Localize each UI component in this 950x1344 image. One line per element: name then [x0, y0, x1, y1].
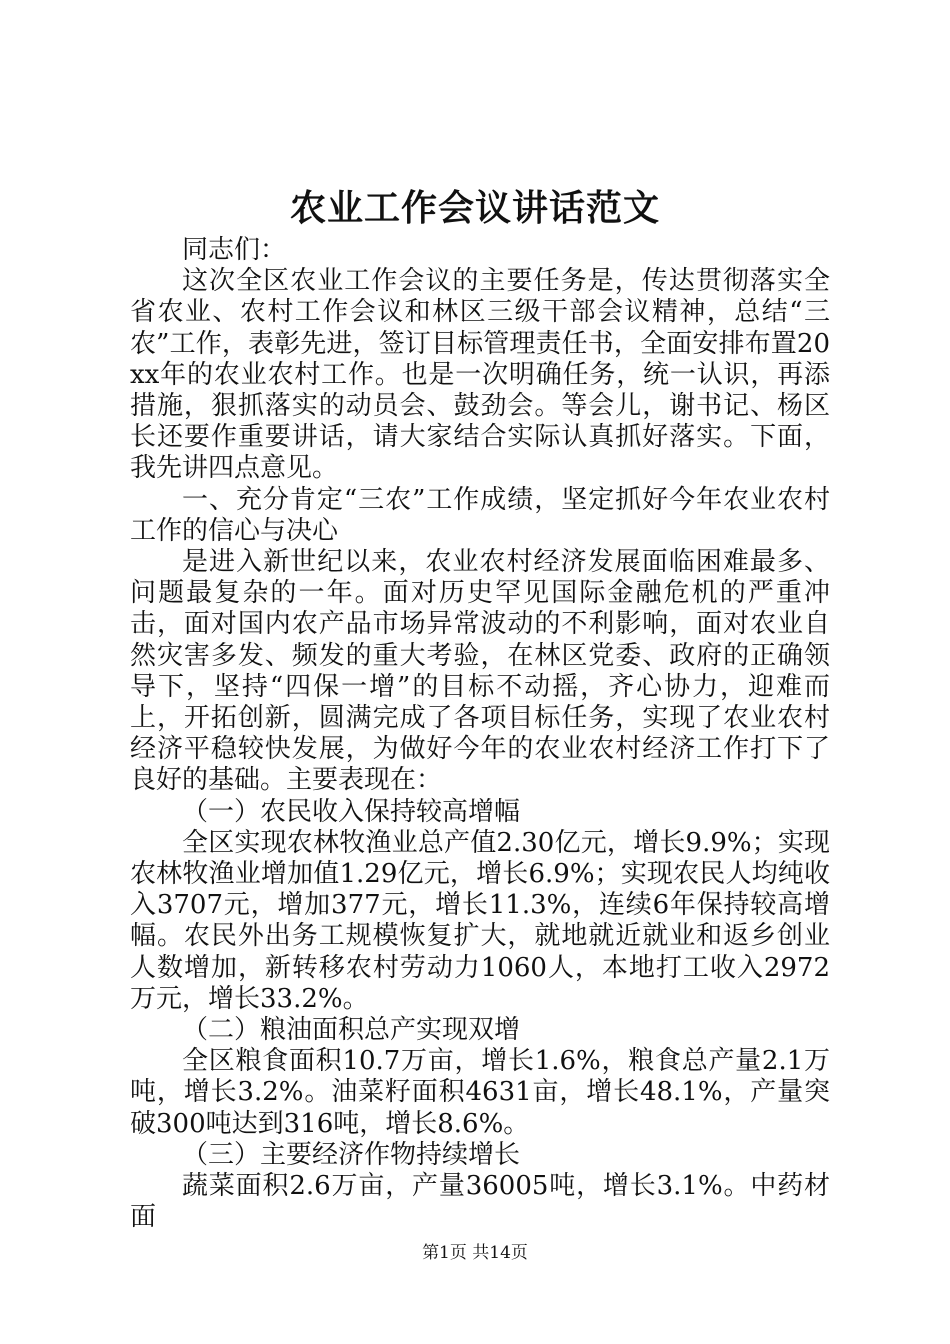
paragraph-intro: 这次全区农业工作会议的主要任务是，传达贯彻落实全省农业、农村工作会议和林区三级干部会议精神，总结“三农”工作，表彰先进，签订目标管理责任书，全面安排布置20xx年的农业农村工作。也是一次明确任务，统一认识，再添措施，狠抓落实的动员会、鼓劲会。等会儿，谢书记、杨区长还要作重要讲话，请大家结合实际认真抓好落实。下面，我先讲四点意见。	[130, 266, 830, 484]
paragraph-cash-crops: 蔬菜面积2.6万亩，产量36005吨，增长3.1%。中药材面	[130, 1171, 830, 1233]
paragraph-farmer-income: 全区实现农林牧渔业总产值2.30亿元，增长9.9%；实现农林牧渔业增加值1.29亿元，增长6.9%；实现农民人均纯收入3707元，增加377元，增长11.3%，连续6年保持较高增幅。农民外出务工规模恢复扩大，就地就近就业和返乡创业人数增加，新转移农村劳动力1060人，本地打工收入2972万元，增长33.2%。	[130, 827, 830, 1014]
subheading-farmer-income: （一）农民收入保持较高增幅	[182, 796, 521, 827]
salutation: 同志们：	[182, 235, 287, 265]
page-number-footer: 第1页 共14页	[422, 1243, 528, 1263]
subheading-grain-oil: （二）粮油面积总产实现双增	[182, 1015, 521, 1046]
document-title: 农业工作会议讲话范文	[289, 187, 660, 229]
section-heading-1: 一、充分肯定“三农”工作成绩，坚定抓好今年农业农村工作的信心与决心	[130, 484, 830, 546]
paragraph-grain-oil: 全区粮食面积10.7万亩，增长1.6%，粮食总产量2.1万吨，增长3.2%。油菜籽面积4631亩，增长48.1%，产量突破300吨达到316吨，增长8.6%。	[130, 1046, 830, 1139]
subheading-cash-crops: （三）主要经济作物持续增长	[182, 1139, 521, 1170]
paragraph-achievements: 是进入新世纪以来，农业农村经济发展面临困难最多、问题最复杂的一年。面对历史罕见国际金融危机的严重冲击，面对国内农产品市场异常波动的不利影响，面对农业自然灾害多发、频发的重大考验，在林区党委、政府的正确领导下，坚持“四保一增”的目标不动摇，齐心协力，迎难而上，开拓创新，圆满完成了各项目标任务，实现了农业农村经济平稳较快发展，为做好今年的农业农村经济工作打下了良好的基础。主要表现在：	[130, 547, 830, 796]
document-body	[130, 235, 830, 1234]
